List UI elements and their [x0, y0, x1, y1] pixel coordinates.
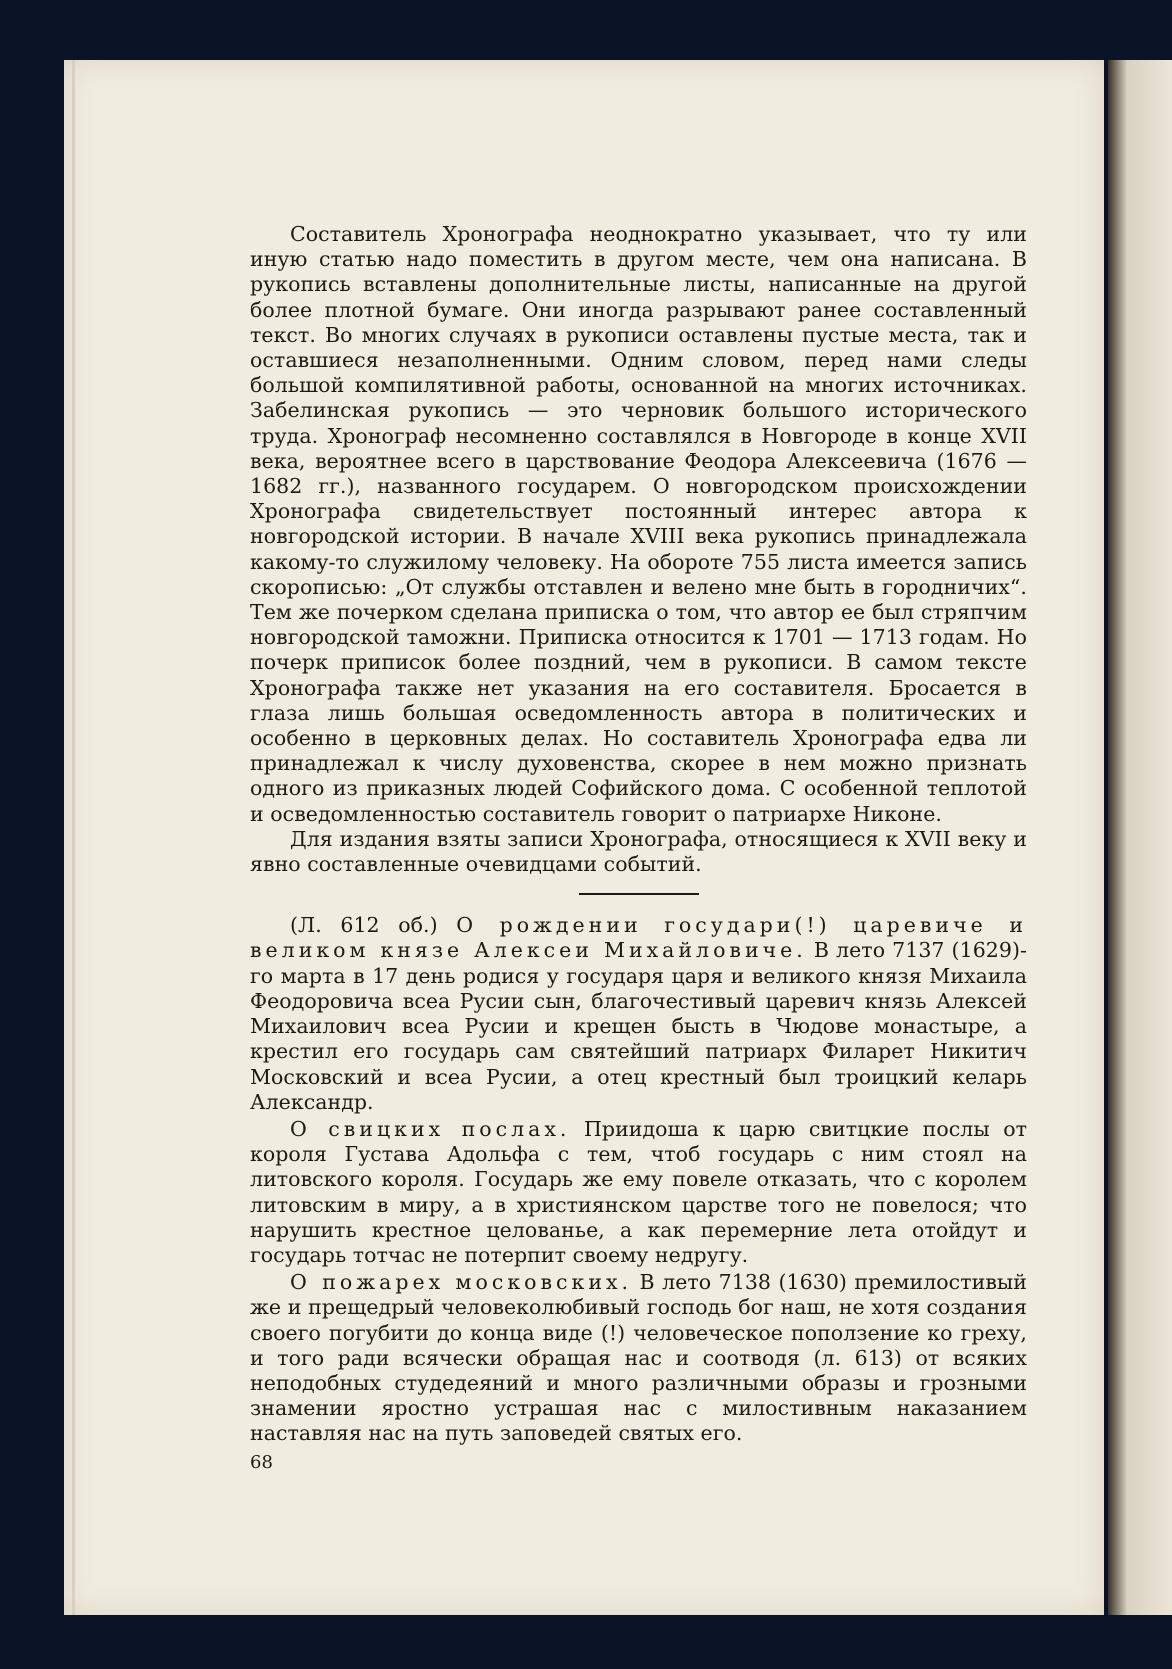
entry-body: В лето 7137 (1629)-го марта в 17 день родися у государя царя и великого князя Михаила Феодоровича всеа Русии сын, благочестивый царевич князь Алексей Михаилович всеа Русии и крещен бысть в Чюдове монастыре, а крестил его государь сам святейший патриарх Филарет Никитич Московский и всеа Русии, а отец крестный был троицкий келарь Александр. [250, 938, 1027, 1114]
chronicle-excerpt [250, 913, 1027, 1446]
introduction [250, 222, 1027, 877]
entry-heading: О пожарех московских. [290, 1270, 633, 1295]
section-divider [579, 893, 699, 895]
page-margin-line [72, 60, 75, 1615]
page-number: 68 [250, 1452, 273, 1473]
entry-heading: О свицких послах. [290, 1116, 571, 1141]
chronicle-entry-swedish-envoys [250, 1117, 1027, 1268]
intro-paragraph-1: Составитель Хронографа неоднократно указывает, что ту или иную статью надо поместить в другом месте, чем она написана. В рукопись вставлены дополнительные листы, написанные на другой более плотной бумаге. Они иногда разрывают ранее составленный текст. Во многих случаях в рукописи оставлены пустые места, так и оставшиеся незаполненными. Одним словом, перед нами следы большой компилятивной работы, основанной на многих источниках. Забелинская рукопись — это черновик большого исторического труда. Хронограф несомненно составлялся в Новгороде в конце XVII века, вероятнее всего в царствование Феодора Алексеевича (1676 — 1682 гг.), названного государем. О новгородском происхождении Хронографа свидетельствует постоянный интерес автора к новгородской истории. В начале XVIII века рукопись принадлежала какому-то служилому человеку. На обороте 755 листа имеется запись скорописью: „От службы отставлен и велено мне быть в городничих“. Тем же почерком сделана приписка о том, что автор ее был стряпчим новгородской таможни. Приписка относится к 1701 — 1713 годам. Но почерк приписок более поздний, чем в рукописи. В самом тексте Хронографа также нет указания на его составителя. Бросается в глаза лишь большая осведомленность автора в политических и особенно в церковных делах. Но составитель Хронографа едва ли принадлежал к числу духовенства, скорее в нем можно признать одного из приказных людей Софийского дома. С особенной теплотой и осведомленностью составитель говорит о патриархе Никоне. [250, 222, 1027, 826]
intro-paragraph-2: Для издания взяты записи Хронографа, относящиеся к XVII веку и явно составленные очевидцами событий. [250, 826, 1027, 877]
entry-heading: О рождении государи(!) царевиче и великом князе Алексеи Михайловиче. [250, 913, 1027, 963]
chronicle-entry-moscow-fires [250, 1270, 1027, 1446]
page-text [250, 222, 1027, 1449]
leaf-reference: (Л. 612 об.) [290, 913, 457, 938]
chronicle-entry-birth [250, 913, 1027, 1115]
entry-body: В лето 7138 (1630) премилостивый же и прещедрый человеколюбивый господь бог наш, не хотя создания своего погубити до конца виде (!) человеческое поползение ко греху, и того ради всячески обращая нас и соотводя (л. 613) от всяких неподобных студедеяний и много различными образы и грозными знамении яростно устрашая нас с милостивным наказанием наставляя нас на путь заповедей святых его. [250, 1270, 1027, 1446]
facing-page-edge [1108, 60, 1172, 1615]
entry-body: Приидоша к царю свитцкие послы от короля Густава Адольфа с тем, чтоб государь с ним стоял на литовского короля. Государь же ему повеле отказать, что с королем литовским в миру, а в християнском царстве того не повелося; что нарушить крестное целованье, а как перемерние лета отойдут и государь тотчас не потерпит своему недругу. [250, 1116, 1027, 1267]
